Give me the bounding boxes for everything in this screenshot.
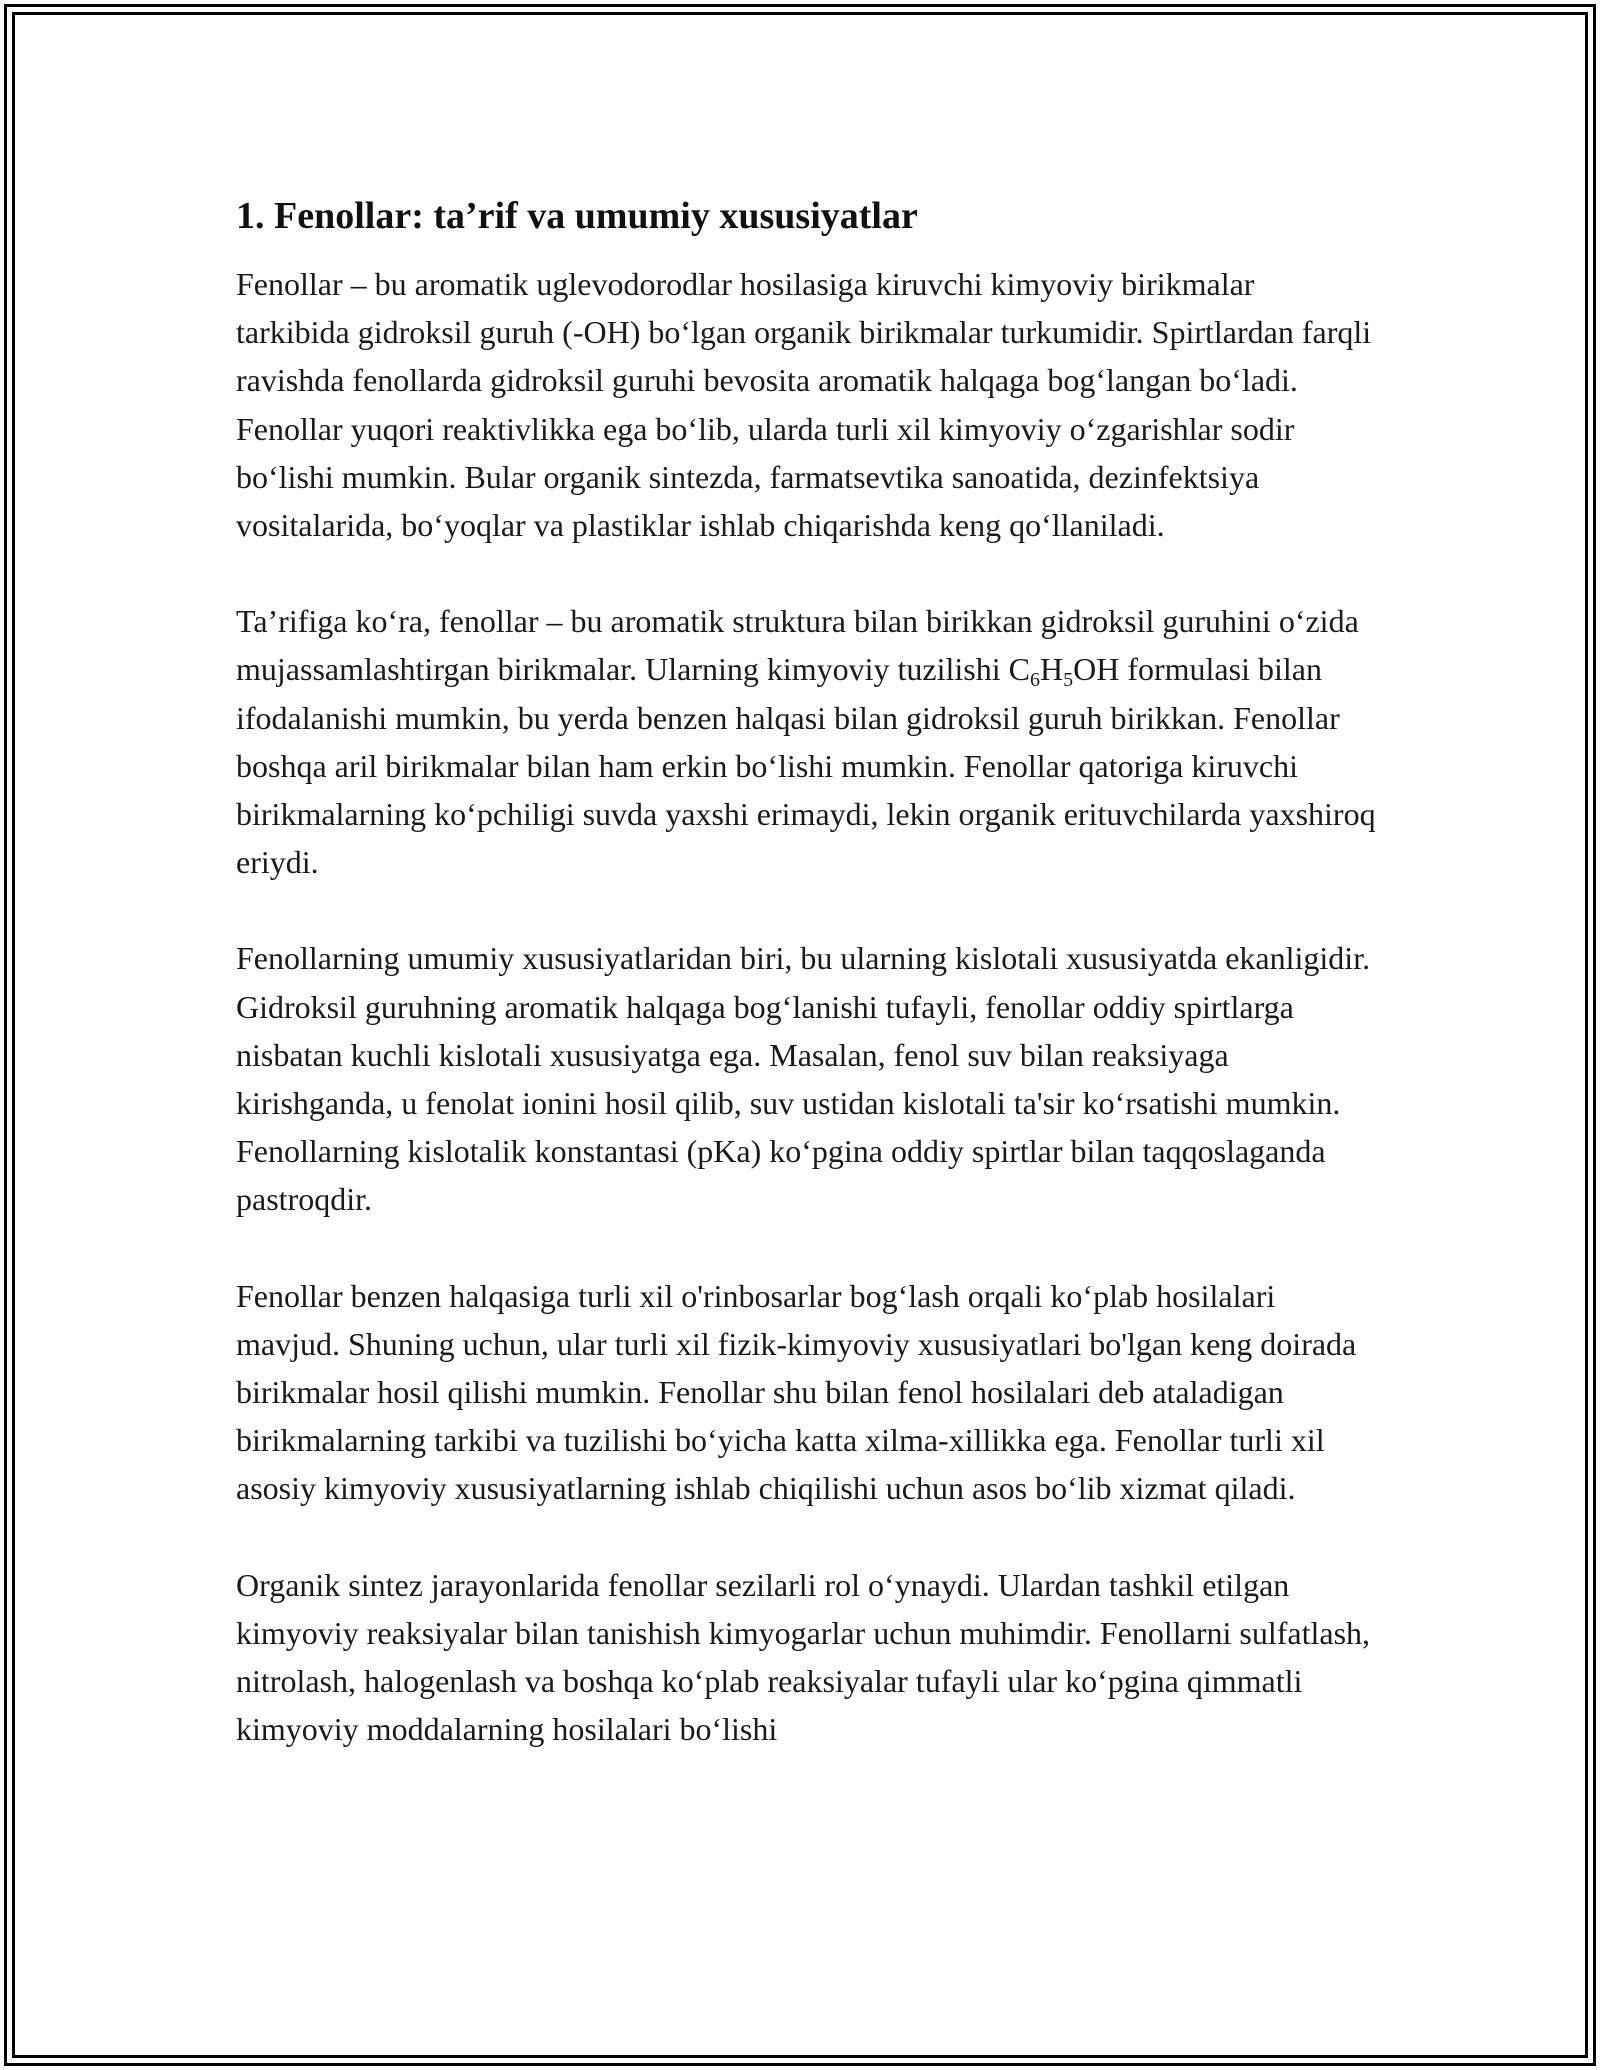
paragraph-definition: Fenollar – bu aromatik uglevodorodlar hosilasiga kiruvchi kimyoviy birikmalar tarkibida gidroksil guruh (-OH) bo‘lgan organik birikmalar turkumidir. Spirtlardan farqli ravishda fenollarda gidroksil guruhi bevosita aromatik halqaga bog‘langan bo‘ladi. Fenollar yuqori reaktivlikka ega bo‘lib, ularda turli xil kimyoviy o‘zgarishlar sodir bo‘lishi mumkin. Bular organik sintezda, farmatsevtika sanoatida, dezinfektsiya vositalarida, bo‘yoqlar va plastiklar ishlab chiqarishda keng qo‘llaniladi. — [236, 266, 1372, 544]
formula-hydroxyl: OH — [1073, 651, 1120, 688]
formula-subscript-hydrogen: 5 — [1063, 669, 1074, 692]
paragraph-acidity: Fenollarning umumiy xususiyatlaridan biri, bu ularning kislotali xususiyatda ekanligidir. Gidroksil guruhning aromatik halqaga bog‘lanishi tufayli, fenollar oddiy spirtlarga nisbatan kuchli kislotali xususiyatga ega. Masalan, fenol suv bilan reaksiyaga kirishganda, u fenolat ionini hosil qilib, suv ustidan kislotali ta'sir ko‘rsatishi mumkin. Fenollarning kislotalik konstantasi (pKa) ko‘pgina oddiy spirtlar bilan taqqoslaganda pastroqdir. — [236, 940, 1371, 1218]
paragraph-derivatives: Fenollar benzen halqasiga turli xil o'rinbosarlar bog‘lash orqali ko‘plab hosilalari mavjud. Shuning uchun, ular turli xil fizik-kimyoviy xususiyatlari bo'lgan keng doirada birikmalar hosil qilishi mumkin. Fenollar shu bilan fenol hosilalari deb ataladigan birikmalarning tarkibi va tuzilishi bo‘yicha katta xilma-xillikka ega. Fenollar turli xil asosiy kimyoviy xususiyatlarning ishlab chiqilishi uchun asos bo‘lib xizmat qiladi. — [236, 1277, 1357, 1507]
section-heading: 1. Fenollar: ta’rif va umumiy xususiyatlar — [236, 195, 918, 237]
paragraph-synthesis: Organik sintez jarayonlarida fenollar sezilarli rol o‘ynaydi. Ulardan tashkil etilgan kimyoviy reaksiyalar bilan tanishish kimyogarlar uchun muhimdir. Fenollarni sulfatlash, nitrolash, halogenlash va boshqa ko‘plab reaksiyalar tufayli ular ko‘pgina qimmatli kimyoviy moddalarning hosilalari bo‘lishi — [236, 1566, 1371, 1748]
document-body — [236, 190, 1376, 1801]
formula-subscript-carbon: 6 — [1029, 669, 1040, 692]
formula-carbon: C — [1008, 651, 1030, 688]
paragraph-structure — [236, 597, 1376, 886]
paragraph-structure-text-after: formulasi bilan ifodalanishi mumkin, bu yerda benzen halqasi bilan gidroksil guruh birikkan. Fenollar boshqa aril birikmalar bilan ham erkin bo‘lishi mumkin. Fenollar qatoriga kiruvchi birikmalarning ko‘pchiligi suvda yaxshi erimaydi, lekin organik erituvchilarda yaxshiroq eriydi. — [236, 651, 1376, 881]
paragraph-structure-text-before: Ta’rifiga ko‘ra, fenollar – bu aromatik struktura bilan birikkan gidroksil guruhini o‘zida mujassamlashtirgan birikmalar. Ularning kimyoviy tuzilishi — [236, 603, 1359, 688]
formula-hydrogen: H — [1039, 651, 1064, 688]
chemical-formula — [1008, 651, 1120, 692]
